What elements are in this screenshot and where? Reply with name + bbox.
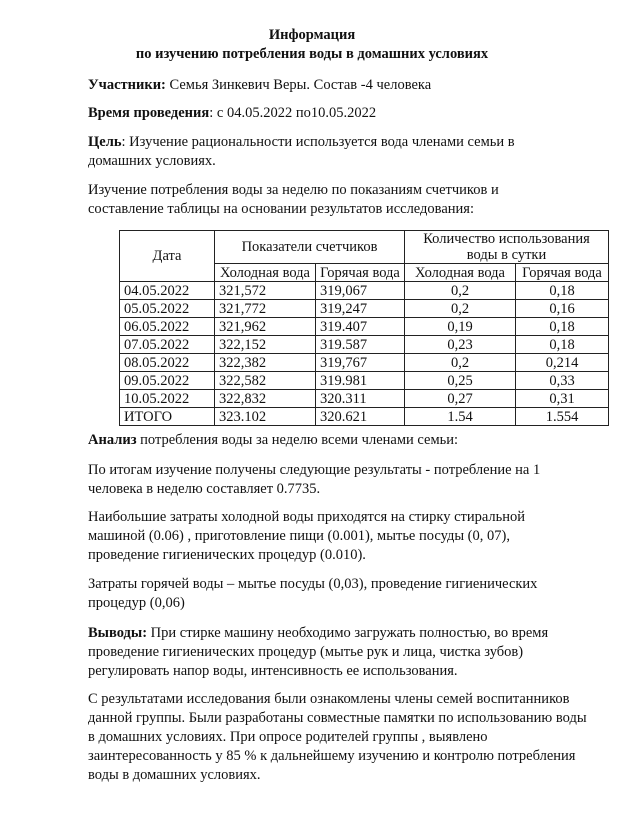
cell-cold-usage: 0,2 — [405, 354, 516, 372]
cell-cold-reading: 321,962 — [215, 318, 316, 336]
cell-cold-reading: 321,772 — [215, 300, 316, 318]
cell-hot-reading: 319.407 — [316, 318, 405, 336]
cell-cold-usage: 0,23 — [405, 336, 516, 354]
table-row — [120, 300, 609, 318]
cell-cold-reading: 322,582 — [215, 372, 316, 390]
period-text: : с 04.05.2022 по10.05.2022 — [209, 105, 377, 121]
cell-hot-reading: 319,067 — [316, 282, 405, 300]
subheader-hot-usage: Горячая вода — [516, 264, 609, 282]
final-paragraph: С результатами исследования были ознакомлены члены семей воспитанников данной группы. Были разработаны совместные памятки по использованию воды в домашних условиях. При опросе родителей группы , выявлено заинтересованность у 85 % к дальнейшему изучению и контролю потребления воды в домашних условиях. — [88, 691, 587, 783]
document-title: Информация — [268, 27, 356, 43]
cell-date: 04.05.2022 — [120, 282, 215, 300]
table-row — [120, 354, 609, 372]
cell-hot-usage: 0,18 — [516, 282, 609, 300]
analysis-line — [88, 431, 588, 450]
cell-cold-usage: 0,2 — [405, 282, 516, 300]
intro-paragraph: Изучение потребления воды за неделю по показаниям счетчиков и составление таблицы на основании результатов исследования: — [88, 182, 499, 217]
participants-label: Участники: — [88, 77, 166, 93]
cell-hot-usage: 0,18 — [516, 336, 609, 354]
cell-total-label: ИТОГО — [120, 408, 215, 426]
result-paragraph: По итогам изучение получены следующие результаты - потребление на 1 человека в неделю составляет 0.7735. — [88, 462, 541, 497]
cell-hot-usage: 0,18 — [516, 318, 609, 336]
cell-hot-reading: 319.981 — [316, 372, 405, 390]
cell-date: 08.05.2022 — [120, 354, 215, 372]
cell-date: 06.05.2022 — [120, 318, 215, 336]
cell-total-cold-usage: 1.54 — [405, 408, 516, 426]
cell-total-hot-reading: 320.621 — [316, 408, 405, 426]
table-row — [120, 336, 609, 354]
cell-cold-reading: 322,152 — [215, 336, 316, 354]
cell-cold-reading: 322,382 — [215, 354, 316, 372]
table-total-row — [120, 408, 609, 426]
header-date: Дата — [120, 231, 215, 282]
cell-cold-usage: 0,19 — [405, 318, 516, 336]
cell-hot-usage: 0,33 — [516, 372, 609, 390]
cell-hot-usage: 0,31 — [516, 390, 609, 408]
analysis-text: потребления воды за неделю всеми членами семьи: — [136, 432, 459, 448]
cell-cold-usage: 0,27 — [405, 390, 516, 408]
participants-line — [88, 76, 588, 95]
conclusions-text: При стирке машину необходимо загружать полностью, во время проведение гигиенических процедур (мытье рук и лица, чистка зубов) регулировать напор воды, интенсивность ее использования. — [88, 625, 549, 679]
cell-cold-reading: 321,572 — [215, 282, 316, 300]
cell-date: 10.05.2022 — [120, 390, 215, 408]
cell-hot-reading: 319.587 — [316, 336, 405, 354]
cell-date: 07.05.2022 — [120, 336, 215, 354]
goal-paragraph — [88, 133, 538, 171]
cell-cold-usage: 0,25 — [405, 372, 516, 390]
goal-label: Цель — [88, 134, 122, 150]
period-line — [88, 104, 588, 123]
goal-text: : Изучение рациональности используется вода членами семьи в домашних условиях. — [88, 134, 515, 169]
table-row — [120, 282, 609, 300]
table-row — [120, 390, 609, 408]
subheader-hot-water: Горячая вода — [316, 264, 405, 282]
period-label: Время проведения — [88, 105, 210, 121]
water-meter-table — [119, 230, 609, 426]
conclusions-label: Выводы: — [88, 625, 148, 641]
table-row — [120, 372, 609, 390]
conclusions-paragraph — [88, 624, 568, 681]
document-subtitle: по изучению потребления воды в домашних условиях — [135, 46, 489, 62]
analysis-label: Анализ — [88, 432, 137, 448]
cell-date: 09.05.2022 — [120, 372, 215, 390]
cell-total-hot-usage: 1.554 — [516, 408, 609, 426]
cell-cold-usage: 0,2 — [405, 300, 516, 318]
hot-water-costs-paragraph: Затраты горячей воды – мытье посуды (0,03), проведение гигиенических процедур (0,06) — [88, 576, 538, 611]
cold-water-costs-paragraph: Наибольшие затраты холодной воды приходятся на стирку стиральной машиной (0.06) , приготовление пищи (0.001), мытье посуды (0, 07), проведение гигиенических процедур (0.010). — [88, 509, 526, 563]
cell-total-cold-reading: 323.102 — [215, 408, 316, 426]
participants-text: Семья Зинкевич Веры. Состав -4 человека — [165, 77, 432, 93]
table-row — [120, 318, 609, 336]
cell-hot-reading: 319,767 — [316, 354, 405, 372]
cell-hot-reading: 319,247 — [316, 300, 405, 318]
subheader-cold-water: Холодная вода — [215, 264, 316, 282]
cell-hot-reading: 320.311 — [316, 390, 405, 408]
header-meter-readings: Показатели счетчиков — [215, 231, 405, 264]
cell-date: 05.05.2022 — [120, 300, 215, 318]
subheader-cold-usage: Холодная вода — [405, 264, 516, 282]
header-daily-usage: Количество использования воды в сутки — [405, 231, 609, 264]
cell-cold-reading: 322,832 — [215, 390, 316, 408]
cell-hot-usage: 0,214 — [516, 354, 609, 372]
cell-hot-usage: 0,16 — [516, 300, 609, 318]
